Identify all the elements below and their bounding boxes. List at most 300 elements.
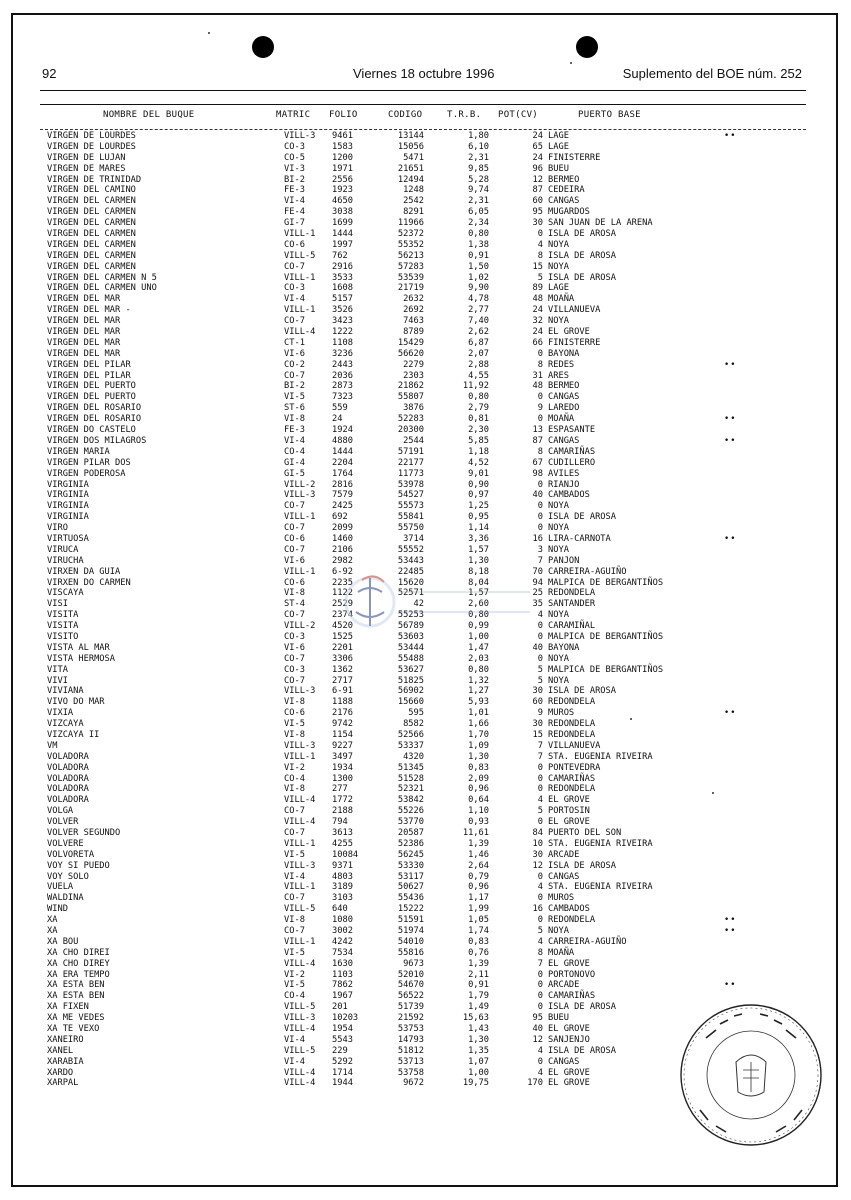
vessel-name: VOLADORA: [47, 751, 89, 762]
vessel-puerto-base: ISLA DE AROSA: [548, 860, 616, 871]
vessel-puerto-base: LIRA-CARNOTA: [548, 533, 611, 544]
vessel-puerto-base: VILLANUEVA: [548, 305, 601, 316]
vessel-potencia: 98: [532, 468, 543, 479]
vessel-potencia: 0: [537, 871, 543, 882]
vessel-matricula: VILL-3: [284, 131, 316, 141]
table-row: [0, 131, 851, 142]
vessel-name: VISITA: [47, 621, 79, 632]
vessel-trb: 8,04: [468, 577, 489, 588]
vessel-puerto-base: STA. EUGENIA RIVEIRA: [548, 882, 653, 893]
vessel-matricula: VILL-3: [284, 686, 316, 697]
vessel-potencia: 0: [537, 229, 543, 240]
vessel-folio: 4803: [332, 871, 353, 882]
table-row: [0, 893, 851, 904]
vessel-codigo: 52386: [397, 838, 424, 849]
vessel-matricula: CO-7: [284, 610, 305, 621]
vessel-potencia: 94: [532, 577, 543, 588]
vessel-trb: 11,92: [462, 381, 489, 392]
vessel-folio: 1362: [332, 664, 353, 675]
vessel-potencia: 5: [537, 675, 543, 686]
vessel-codigo: 55488: [397, 653, 424, 664]
vessel-matricula: VILL-1: [284, 936, 316, 947]
vessel-codigo: 2692: [403, 305, 424, 316]
vessel-trb: 1,79: [468, 991, 489, 1002]
vessel-name: VIRGEN DEL CARMEN UNO: [47, 283, 157, 294]
vessel-folio: 3002: [332, 926, 353, 937]
vessel-puerto-base: PONTEVEDRA: [548, 762, 601, 773]
table-row: [0, 784, 851, 795]
vessel-matricula: VILL-4: [284, 327, 316, 338]
vessel-codigo: 53117: [397, 871, 424, 882]
vessel-name: XARPAL: [47, 1078, 79, 1089]
vessel-name: VIRO: [47, 523, 68, 534]
vessel-codigo: 52321: [397, 784, 424, 795]
vessel-potencia: 15: [532, 261, 543, 272]
vessel-matricula: VILL-3: [284, 1013, 316, 1024]
vessel-folio: 762: [332, 250, 348, 261]
vessel-codigo: 22485: [397, 566, 424, 577]
vessel-name: VIRGEN DO CASTELO: [47, 425, 136, 436]
vessel-potencia: 12: [532, 174, 543, 185]
vessel-matricula: VI-4: [284, 1056, 305, 1067]
vessel-name: VIRGEN DE LUJAN: [47, 152, 126, 163]
vessel-trb: 1,49: [468, 1002, 489, 1013]
vessel-matricula: VILL-1: [284, 882, 316, 893]
vessel-trb: 0,79: [468, 871, 489, 882]
vessel-folio: 3236: [332, 348, 353, 359]
vessel-matricula: CO-6: [284, 577, 305, 588]
vessel-codigo: 53753: [397, 1024, 424, 1035]
vessel-puerto-base: ISLA DE AROSA: [548, 1002, 616, 1013]
page-header: [42, 66, 802, 84]
vessel-folio: 2235: [332, 577, 353, 588]
vessel-potencia: 0: [537, 773, 543, 784]
vessel-codigo: 14793: [397, 1034, 424, 1045]
vessel-matricula: VI-6: [284, 348, 305, 359]
vessel-trb: 1,18: [468, 446, 489, 457]
vessel-matricula: CO-4: [284, 991, 305, 1002]
vessel-codigo: 15222: [397, 904, 424, 915]
table-row: [0, 480, 851, 491]
vessel-trb: 2,64: [468, 860, 489, 871]
vessel-matricula: VI-8: [284, 729, 305, 740]
vessel-trb: 6,10: [468, 141, 489, 152]
vessel-potencia: 0: [537, 621, 543, 632]
vessel-name: VIRGEN DEL CARMEN: [47, 261, 136, 272]
vessel-folio: 4255: [332, 838, 353, 849]
vessel-name: VIRGEN DOS MILAGROS: [47, 435, 147, 446]
table-row: [0, 959, 851, 970]
vessel-potencia: 16: [532, 533, 543, 544]
vessel-folio: 794: [332, 817, 348, 828]
vessel-matricula: VI-5: [284, 392, 305, 403]
vessel-codigo: 56902: [397, 686, 424, 697]
vessel-trb: 2,31: [468, 152, 489, 163]
vessel-potencia: 0: [537, 969, 543, 980]
vessel-trb: 4,78: [468, 294, 489, 305]
vessel-trb: 3,36: [468, 533, 489, 544]
vessel-matricula: VI-4: [284, 435, 305, 446]
vessel-potencia: 0: [537, 523, 543, 534]
vessel-folio: 3497: [332, 751, 353, 762]
vessel-potencia: 32: [532, 316, 543, 327]
vessel-potencia: 89: [532, 283, 543, 294]
vessel-folio: 5157: [332, 294, 353, 305]
vessel-trb: 0,81: [468, 414, 489, 425]
vessel-potencia: 12: [532, 1034, 543, 1045]
vessel-name: VIRGEN DEL MAR: [47, 348, 121, 359]
vessel-name: VIRGEN DEL MAR: [47, 327, 121, 338]
table-row: [0, 458, 851, 469]
table-row: [0, 305, 851, 316]
vessel-folio: 3103: [332, 893, 353, 904]
vessel-name: VOLVER: [47, 817, 79, 828]
vessel-codigo: 595: [408, 708, 424, 719]
vessel-potencia: 30: [532, 218, 543, 229]
row-mark: ••: [724, 980, 737, 991]
vessel-matricula: CO-3: [284, 664, 305, 675]
vessel-trb: 1,57: [468, 544, 489, 555]
vessel-puerto-base: NOYA: [548, 501, 569, 512]
vessel-codigo: 51812: [397, 1045, 424, 1056]
vessel-folio: 3038: [332, 207, 353, 218]
vessel-puerto-base: ARCADE: [548, 849, 580, 860]
vessel-puerto-base: CUDILLERO: [548, 457, 596, 468]
table-row: [0, 523, 851, 534]
table-row: [0, 763, 851, 774]
vessel-trb: 5,85: [468, 435, 489, 446]
table-row: [0, 360, 851, 371]
vessel-puerto-base: BAYONA: [548, 642, 580, 653]
vessel-name: VIRGEN PILAR DOS: [47, 457, 131, 468]
vessel-puerto-base: MOAÑA: [548, 414, 575, 425]
vessel-puerto-base: CANGAS: [548, 392, 580, 403]
vessel-codigo: 42: [413, 599, 424, 610]
vessel-trb: 9,01: [468, 468, 489, 479]
table-row: [0, 926, 851, 937]
vessel-potencia: 7: [537, 751, 543, 762]
vessel-matricula: VI-4: [284, 196, 305, 207]
vessel-folio: 1699: [332, 218, 353, 229]
issue-date: Viernes 18 octubre 1996: [353, 66, 495, 81]
vessel-matricula: VILL-2: [284, 479, 316, 490]
vessel-name: VISITA: [47, 610, 79, 621]
vessel-matricula: VILL-1: [284, 838, 316, 849]
vessel-trb: 1,25: [468, 501, 489, 512]
vessel-matricula: CO-4: [284, 446, 305, 457]
table-row: [0, 676, 851, 687]
vessel-folio: 201: [332, 1002, 348, 1013]
vessel-matricula: VI-5: [284, 719, 305, 730]
vessel-folio: 277: [332, 784, 348, 795]
vessel-folio: 5292: [332, 1056, 353, 1067]
vessel-folio: 4520: [332, 621, 353, 632]
vessel-puerto-base: PORTOSIN: [548, 806, 590, 817]
vessel-trb: 1,30: [468, 1034, 489, 1045]
vessel-folio: 5543: [332, 1034, 353, 1045]
vessel-codigo: 20300: [397, 425, 424, 436]
vessel-name: VIRGEN DEL CARMEN: [47, 218, 136, 229]
vessel-matricula: VILL-3: [284, 860, 316, 871]
header-rule: [40, 90, 806, 91]
table-row: [0, 240, 851, 251]
vessel-folio: 1222: [332, 327, 353, 338]
row-mark: ••: [724, 414, 737, 425]
vessel-puerto-base: BUEU: [548, 163, 569, 174]
vessel-name: VIRGEN DEL CARMEN N 5: [47, 272, 157, 283]
vessel-folio: 1971: [332, 163, 353, 174]
vessel-folio: 7862: [332, 980, 353, 991]
column-header-puerto: PUERTO BASE: [578, 110, 641, 120]
vessel-potencia: 5: [537, 926, 543, 937]
vessel-puerto-base: CANGAS: [548, 435, 580, 446]
vessel-folio: 2036: [332, 370, 353, 381]
table-row: [0, 980, 851, 991]
vessel-name: VOLVER SEGUNDO: [47, 828, 121, 838]
vessel-trb: 0,80: [468, 229, 489, 240]
vessel-trb: 1,43: [468, 1024, 489, 1035]
vessel-codigo: 56789: [397, 621, 424, 632]
vessel-puerto-base: CARAMIÑAL: [548, 621, 596, 632]
vessel-matricula: CO-5: [284, 152, 305, 163]
vessel-matricula: CO-3: [284, 631, 305, 642]
vessel-matricula: CO-3: [284, 283, 305, 294]
vessel-trb: 0,91: [468, 980, 489, 991]
vessel-trb: 9,85: [468, 163, 489, 174]
vessel-name: VISTA AL MAR: [47, 642, 110, 653]
vessel-name: XA TE VEXO: [47, 1024, 100, 1035]
vessel-codigo: 54670: [397, 980, 424, 991]
vessel-folio: 2982: [332, 555, 353, 566]
table-row: [0, 904, 851, 915]
official-seal: [676, 1000, 826, 1150]
vessel-folio: 10203: [332, 1013, 359, 1024]
vessel-matricula: CO-7: [284, 501, 305, 512]
vessel-name: VIRUCA: [47, 544, 79, 555]
vessel-codigo: 51528: [397, 773, 424, 784]
vessel-trb: 0,80: [468, 392, 489, 403]
vessel-potencia: 4: [537, 795, 543, 806]
vessel-puerto-base: SANJENJO: [548, 1034, 590, 1045]
vessel-puerto-base: CAMBADOS: [548, 490, 590, 501]
vessel-puerto-base: STA. EUGENIA RIVEIRA: [548, 838, 653, 849]
table-row: [0, 338, 851, 349]
vessel-matricula: CO-7: [284, 926, 305, 937]
vessel-folio: 9742: [332, 719, 353, 730]
vessel-folio: 1525: [332, 631, 353, 642]
table-row: [0, 534, 851, 545]
vessel-folio: 1200: [332, 152, 353, 163]
vessel-folio: 1154: [332, 729, 353, 740]
vessel-puerto-base: NOYA: [548, 316, 569, 327]
vessel-name: XA CHO DIREI: [47, 947, 110, 958]
table-row: [0, 512, 851, 523]
vessel-folio: 1997: [332, 239, 353, 250]
vessel-name: VIRGINIA: [47, 479, 89, 490]
vessel-codigo: 2303: [403, 370, 424, 381]
vessel-trb: 1,09: [468, 740, 489, 751]
vessel-potencia: 4: [537, 936, 543, 947]
vessel-matricula: FE-4: [284, 207, 305, 218]
vessel-folio: 1080: [332, 915, 353, 926]
vessel-folio: 1444: [332, 229, 353, 240]
vessel-potencia: 7: [537, 958, 543, 969]
vessel-folio: 2099: [332, 523, 353, 534]
vessel-matricula: FE-3: [284, 425, 305, 436]
vessel-matricula: CO-4: [284, 773, 305, 784]
vessel-puerto-base: LAGE: [548, 283, 569, 294]
vessel-name: WALDINA: [47, 893, 84, 904]
vessel-potencia: 48: [532, 294, 543, 305]
vessel-trb: 0,83: [468, 936, 489, 947]
vessel-matricula: VI-4: [284, 1034, 305, 1045]
row-mark: ••: [724, 131, 737, 141]
vessel-trb: 0,97: [468, 490, 489, 501]
vessel-puerto-base: NOYA: [548, 926, 569, 937]
vessel-matricula: VI-8: [284, 784, 305, 795]
vessel-potencia: 60: [532, 697, 543, 708]
vessel-potencia: 16: [532, 904, 543, 915]
vessel-puerto-base: BERMEO: [548, 174, 580, 185]
table-row: [0, 403, 851, 414]
vessel-codigo: 15429: [397, 337, 424, 348]
vessel-matricula: CO-7: [284, 828, 305, 838]
vessel-potencia: 3: [537, 544, 543, 555]
vessel-name: XA: [47, 926, 58, 937]
vessel-matricula: CO-7: [284, 806, 305, 817]
vessel-name: VOLVERE: [47, 838, 84, 849]
vessel-codigo: 53337: [397, 740, 424, 751]
vessel-trb: 2,31: [468, 196, 489, 207]
vessel-codigo: 4320: [403, 751, 424, 762]
vessel-matricula: CO-7: [284, 316, 305, 327]
vessel-name: VM: [47, 740, 58, 751]
vessel-puerto-base: LAREDO: [548, 403, 580, 414]
vessel-puerto-base: FINISTERRE: [548, 337, 601, 348]
vessel-puerto-base: AVILES: [548, 468, 580, 479]
vessel-folio: 6-92: [332, 566, 353, 577]
vessel-name: VIRGEN DEL PUERTO: [47, 392, 136, 403]
vessel-name: VIRGEN DE MARES: [47, 163, 126, 174]
vessel-codigo: 50627: [397, 882, 424, 893]
vessel-potencia: 0: [537, 1002, 543, 1013]
vessel-puerto-base: EL GROVE: [548, 327, 590, 338]
vessel-potencia: 84: [532, 828, 543, 838]
vessel-puerto-base: LAGE: [548, 141, 569, 152]
vessel-name: XARDO: [47, 1067, 74, 1078]
table-row: [0, 153, 851, 164]
vessel-matricula: GI-4: [284, 457, 305, 468]
publication-title: Suplemento del BOE núm. 252: [622, 66, 802, 81]
vessel-name: VIZCAYA: [47, 719, 84, 730]
vessel-codigo: 13144: [397, 131, 424, 141]
vessel-puerto-base: NOYA: [548, 675, 569, 686]
vessel-puerto-base: ISLA DE AROSA: [548, 229, 616, 240]
vessel-name: VIRGINIA: [47, 490, 89, 501]
vessel-potencia: 9: [537, 403, 543, 414]
column-header-name: NOMBRE DEL BUQUE: [103, 110, 195, 120]
vessel-name: VISCAYA: [47, 588, 84, 599]
vessel-matricula: VILL-4: [284, 817, 316, 828]
vessel-name: VIRGEN DEL CARMEN: [47, 229, 136, 240]
vessel-trb: 11,61: [462, 828, 489, 838]
vessel-folio: 2916: [332, 261, 353, 272]
vessel-potencia: 8: [537, 446, 543, 457]
vessel-trb: 2,11: [468, 969, 489, 980]
vessel-folio: 1772: [332, 795, 353, 806]
vessel-matricula: VI-4: [284, 871, 305, 882]
vessel-puerto-base: ISLA DE AROSA: [548, 686, 616, 697]
page-number: 92: [42, 66, 57, 81]
vessel-matricula: CT-1: [284, 337, 305, 348]
vessel-matricula: CO-7: [284, 653, 305, 664]
vessel-matricula: VILL-1: [284, 305, 316, 316]
vessel-potencia: 8: [537, 359, 543, 370]
vessel-puerto-base: MALPICA DE BERGANTIÑOS: [548, 577, 664, 588]
vessel-trb: 9,90: [468, 283, 489, 294]
vessel-name: VIRGEN DEL PUERTO: [47, 381, 136, 392]
vessel-matricula: VILL-3: [284, 740, 316, 751]
table-top-rule: [40, 104, 806, 105]
vessel-trb: 1,01: [468, 708, 489, 719]
vessel-name: WIND: [47, 904, 68, 915]
vessel-matricula: VI-8: [284, 414, 305, 425]
table-row: [0, 501, 851, 512]
vessel-matricula: CO-6: [284, 708, 305, 719]
vessel-puerto-base: CANGAS: [548, 871, 580, 882]
table-row: [0, 774, 851, 785]
vessel-puerto-base: REDONDELA: [548, 588, 596, 599]
vessel-matricula: VILL-3: [284, 490, 316, 501]
vessel-name: VIRGEN DEL PILAR: [47, 370, 131, 381]
vessel-potencia: 30: [532, 719, 543, 730]
vessel-potencia: 66: [532, 337, 543, 348]
vessel-codigo: 3714: [403, 533, 424, 544]
vessel-potencia: 70: [532, 566, 543, 577]
vessel-name: XA: [47, 915, 58, 926]
table-row: [0, 316, 851, 327]
vessel-trb: 1,74: [468, 926, 489, 937]
vessel-codigo: 53978: [397, 479, 424, 490]
vessel-potencia: 4: [537, 1067, 543, 1078]
table-row: [0, 490, 851, 501]
vessel-name: XA ESTA BEN: [47, 991, 105, 1002]
vessel-puerto-base: BUEU: [548, 1013, 569, 1024]
vessel-folio: 1583: [332, 141, 353, 152]
vessel-puerto-base: NOYA: [548, 610, 569, 621]
table-row: [0, 730, 851, 741]
vessel-puerto-base: CAMARIÑAS: [548, 773, 596, 784]
vessel-puerto-base: LAGE: [548, 131, 569, 141]
vessel-matricula: VILL-1: [284, 751, 316, 762]
table-row: [0, 283, 851, 294]
vessel-name: VIRGEN DE LOURDES: [47, 131, 136, 141]
vessel-codigo: 55552: [397, 544, 424, 555]
vessel-codigo: 54010: [397, 936, 424, 947]
vessel-puerto-base: NOYA: [548, 239, 569, 250]
vessel-codigo: 11773: [397, 468, 424, 479]
vessel-folio: 1924: [332, 425, 353, 436]
vessel-folio: 6-91: [332, 686, 353, 697]
vessel-trb: 1,80: [468, 131, 489, 141]
vessel-puerto-base: CARREIRA-AGUIÑO: [548, 936, 627, 947]
vessel-matricula: VI-4: [284, 294, 305, 305]
vessel-matricula: VI-2: [284, 969, 305, 980]
table-row: [0, 752, 851, 763]
vessel-folio: 2717: [332, 675, 353, 686]
vessel-folio: 2816: [332, 479, 353, 490]
vessel-name: XANEL: [47, 1045, 74, 1056]
